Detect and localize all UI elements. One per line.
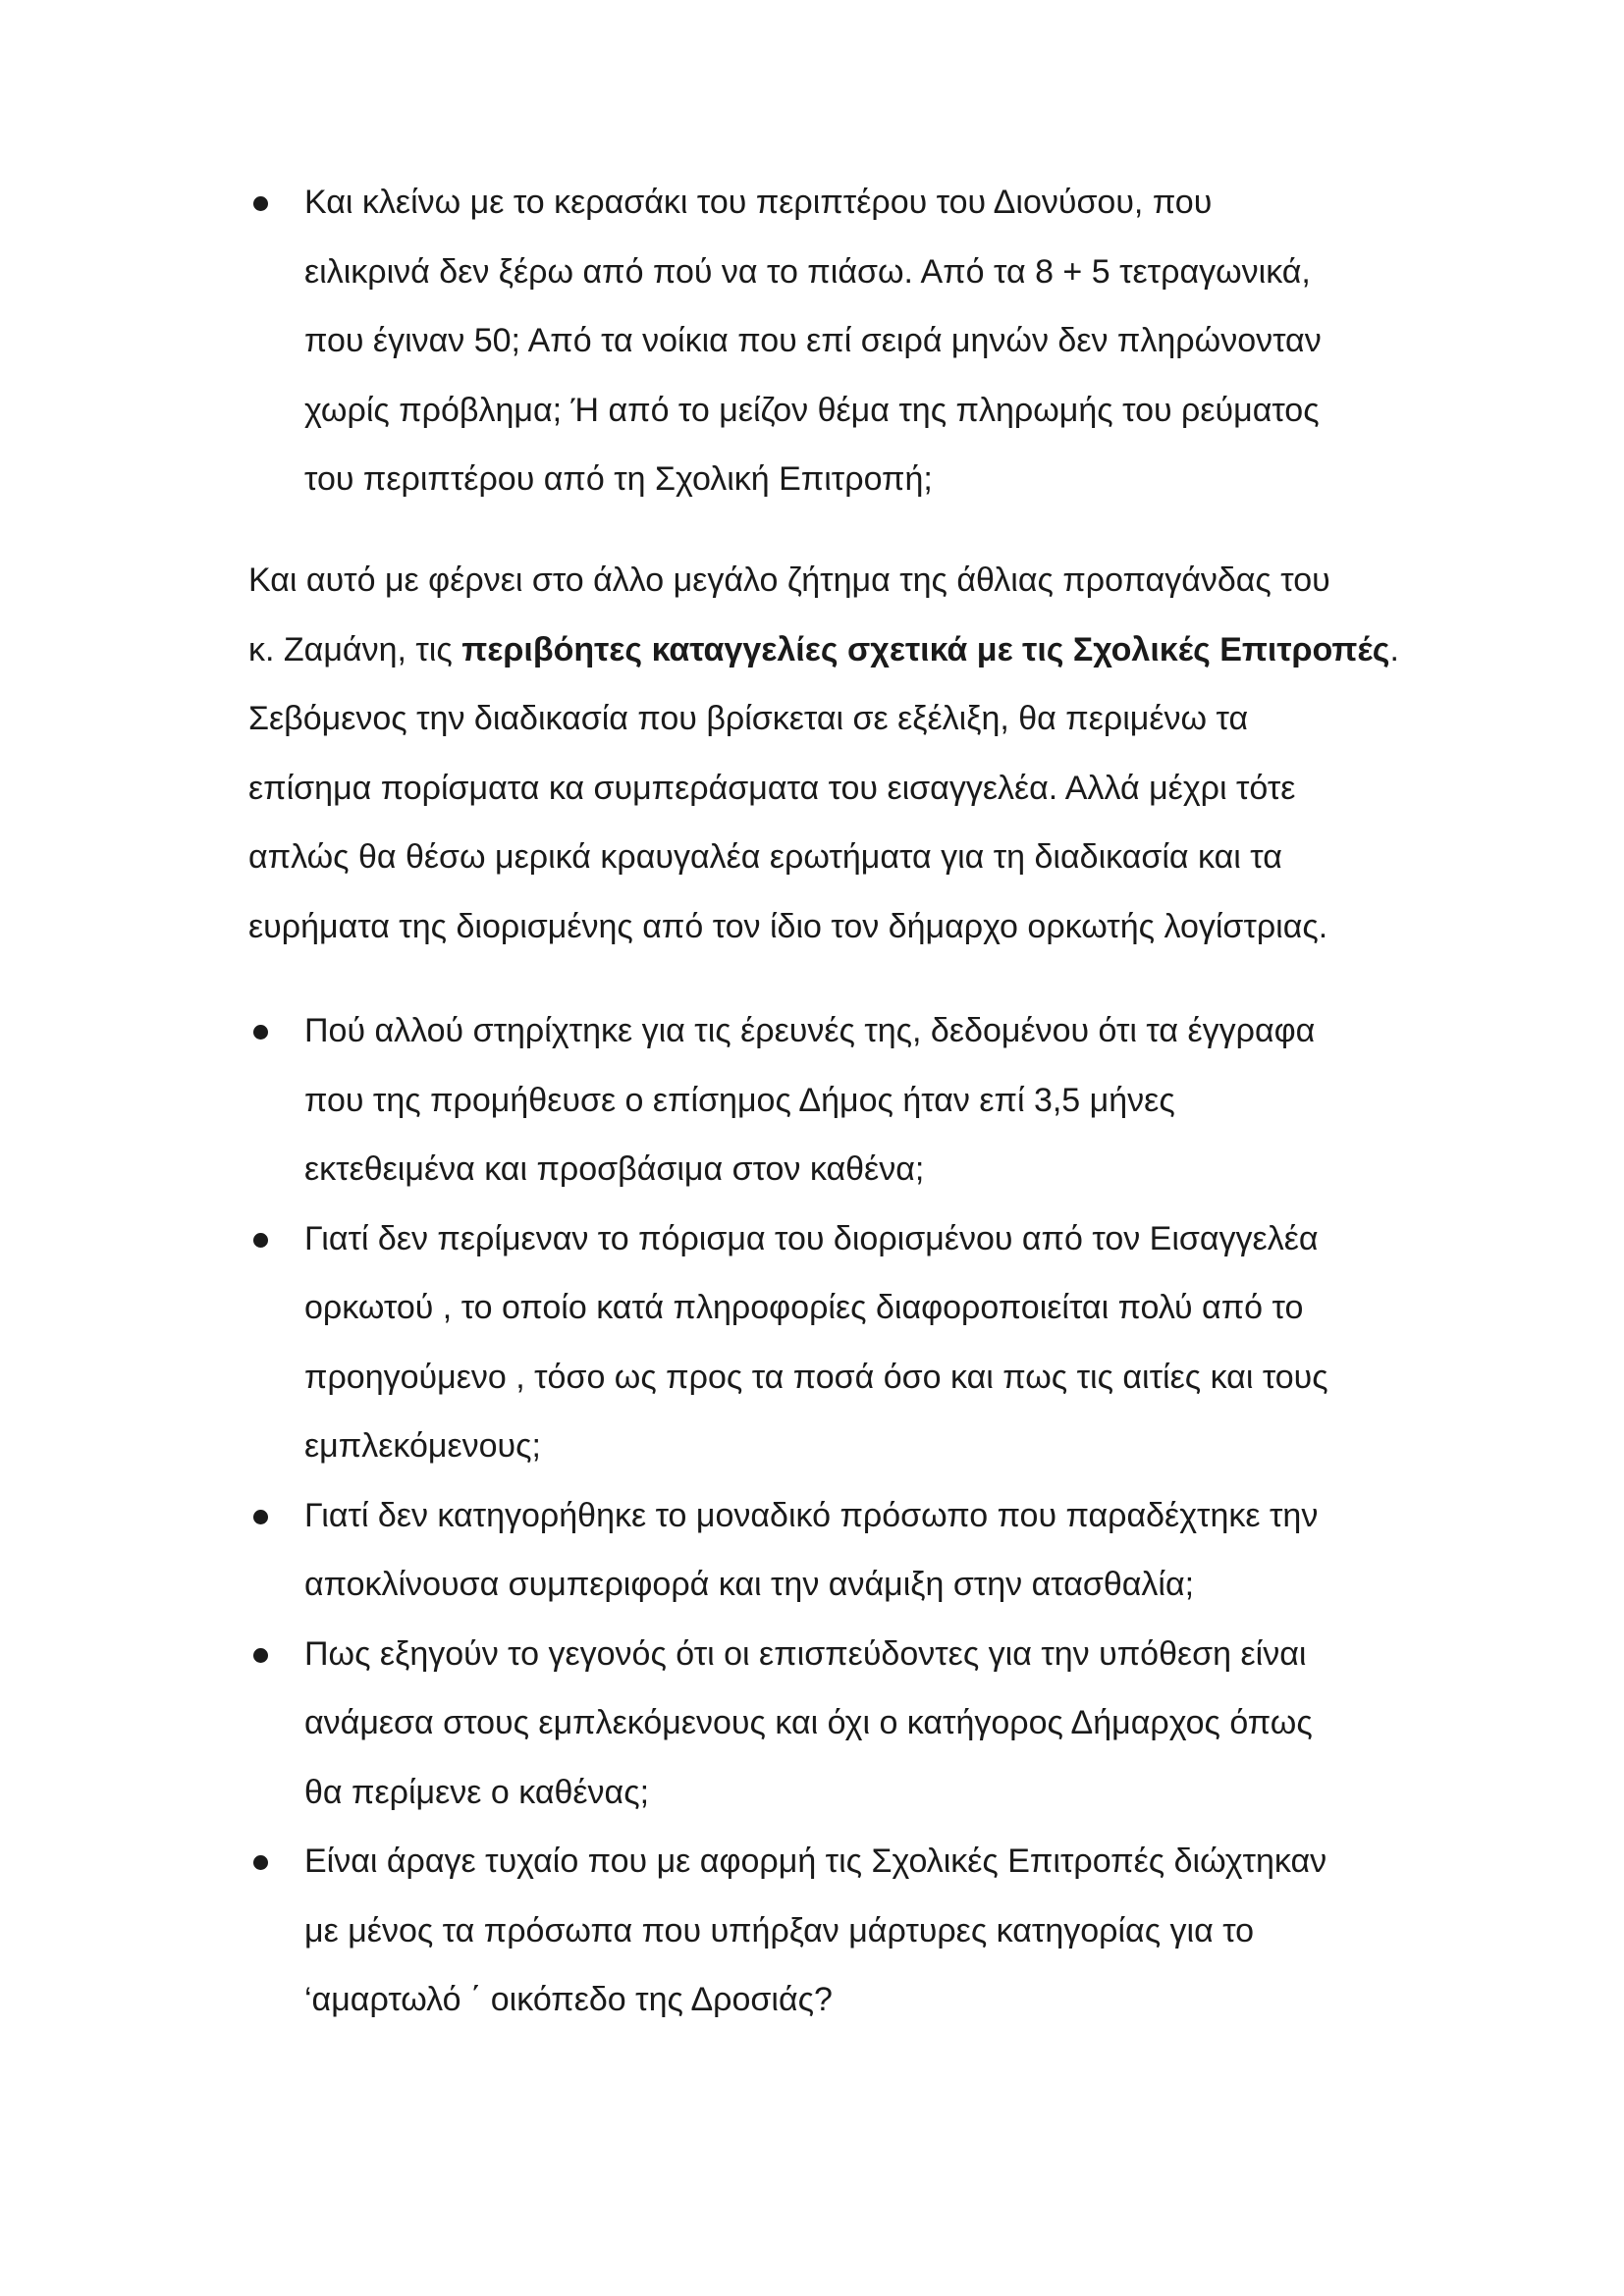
list-item-text: Πού αλλού στηρίχτηκε για τις έρευνές της, δεδομένου ότι τα έγγραφα που της προμήθευσε ο επίσημος Δήμος ήταν επί 3,5 μήνες εκτεθειμένα και προσβάσιμα στον καθένα;	[304, 1012, 1316, 1188]
bullet-icon	[253, 196, 268, 211]
list-item	[0, 1204, 1624, 1481]
body-paragraph	[248, 546, 1427, 961]
bullet-icon	[253, 1648, 268, 1663]
paragraph-text-start: Και αυτό με φέρνει στο άλλο μεγάλο ζήτημα της άθλιας προπαγάνδας του κ. Ζαμάνη, τις	[248, 561, 1330, 668]
list-item-text: Γιατί δεν περίμεναν το πόρισμα του διορισμένου από τον Εισαγγελέα ορκωτού , το οποίο κατά πληροφορίες διαφοροποιείται πολύ από το προηγούμενο , τόσο ως προς τα ποσά όσο και πως τις αιτίες και τους εμπλεκόμενους;	[304, 1219, 1328, 1465]
paragraph-text-end: . Σεβόμενος την διαδικασία που βρίσκεται σε εξέλιξη, θα περιμένω τα επίσημα πορίσματα κα συμπεράσματα του εισαγγελέα. Αλλά μέχρι τότε απλώς θα θέσω μερικά κραυγαλέα ερωτήματα για τη διαδικασία και τα ευρήματα της διορισμένης από τον ίδιο τον δήμαρχο ορκωτής λογίστριας.	[248, 630, 1399, 945]
bullet-list-questions	[0, 996, 1624, 2035]
list-item	[0, 168, 1624, 514]
list-item	[0, 1827, 1624, 2035]
list-item	[0, 1620, 1624, 1828]
bullet-icon	[253, 1855, 268, 1870]
list-item	[0, 1481, 1624, 1620]
bullet-icon	[253, 1233, 268, 1248]
list-item-text: Πως εξηγούν το γεγονός ότι οι επισπεύδοντες για την υπόθεση είναι ανάμεσα στους εμπλεκόμενους και όχι ο κατήγορος Δήμαρχος όπως θα περίμενε ο καθένας;	[304, 1634, 1313, 1811]
bullet-list-top	[0, 168, 1624, 514]
bullet-icon	[253, 1025, 268, 1040]
bullet-icon	[253, 1510, 268, 1524]
list-item-text: Είναι άραγε τυχαίο που με αφορμή τις Σχολικές Επιτροπές διώχτηκαν με μένος τα πρόσωπα που υπήρξαν μάρτυρες κατηγορίας για το ‘αμαρτωλό ΄ οικόπεδο της Δροσιάς?	[304, 1842, 1327, 2018]
list-item-text: Γιατί δεν κατηγορήθηκε το μοναδικό πρόσωπο που παραδέχτηκε την αποκλίνουσα συμπεριφορά και την ανάμιξη στην ατασθαλία;	[304, 1496, 1319, 1603]
list-item	[0, 996, 1624, 1204]
list-item-text: Και κλείνω με το κερασάκι του περιπτέρου του Διονύσου, που ειλικρινά δεν ξέρω από πού να το πιάσω. Από τα 8 + 5 τετραγωνικά, που έγιναν 50; Από τα νοίκια που επί σειρά μηνών δεν πληρώνονταν χωρίς πρόβλημα; Ή από το μείζον θέμα της πληρωμής του ρεύματος του περιπτέρου από τη Σχολική Επιτροπή;	[304, 184, 1322, 498]
paragraph-bold-phrase: περιβόητες καταγγελίες σχετικά με τις Σχολικές Επιτροπές	[461, 630, 1390, 668]
